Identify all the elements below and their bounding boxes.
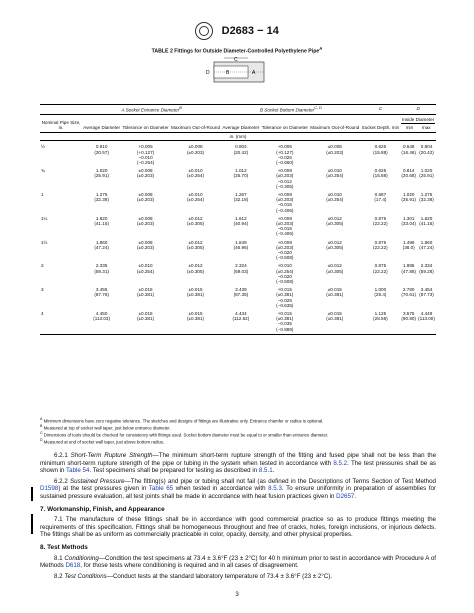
paragraph-8-1: 8.1 Conditioning—Condition the test specimens at 73.4 ± 3.6°F (23 ± 2°C) for 40 h minimum prior to test in accordance with Procedure A of Methods D618, for those tests where conditioning is required and in all cases of disagreement. — [40, 554, 436, 570]
units-row: in. (mm) — [40, 133, 436, 141]
footnote: $^B$ Measured at top of socket wall taper, just below entrance diameter. — [40, 424, 171, 431]
col-b-avg: Average Diameter — [222, 124, 260, 130]
footnote: $^A$ Minimum dimensions have zero negative tolerance. The sketches and designs of fittings are illustrative only. Entrance chamfer or radius is optional. — [40, 417, 324, 424]
cell-d-max: 3.454 (87.73) — [419, 287, 434, 298]
cell-d-max: 1.860 (47.24) — [419, 239, 434, 250]
footnote: $^C$ Dimensions of tools should be checked for consistency with fittings used. Socket bottom diameter must be equal to or smaller than entrance diameter. — [40, 431, 329, 438]
cell-c: 1.125 (28.58) — [361, 308, 401, 334]
cell-c: 0.625 (15.88) — [373, 144, 388, 155]
link-8-5-3[interactable]: 8.5.3 — [268, 485, 282, 493]
cell-a-avg: 3.455 (87.76) — [94, 287, 109, 298]
group-c-header: C — [361, 105, 401, 115]
col-a-oor: Maximum Out-of-Round — [171, 124, 221, 130]
cell-d-min: 1.301 (33.04) — [401, 215, 416, 226]
cell-d-max: 0.804 (20.42) — [419, 144, 434, 155]
cell-a-tol: ±0.010 (±0.254) — [137, 263, 155, 274]
cell-a-oor: ±0.010 (±0.254) — [187, 168, 205, 179]
link-table-6-5[interactable]: Table 65 — [148, 485, 174, 493]
table-row — [40, 308, 436, 334]
cell-size: 2 — [41, 263, 44, 269]
diagram-label-d: D — [206, 70, 210, 76]
cell-b-tol: +0.015 (±0.381) −0.025 (−0.635) — [276, 287, 294, 308]
col-d-inside: Inside Diameter min max — [402, 116, 435, 130]
cell-d-min: 1.885 (47.88) — [401, 263, 416, 274]
cell-b-avg: 0.804 (20.42) — [233, 144, 249, 155]
cell-b-avg: 1.267 (32.18) — [233, 191, 249, 203]
group-a-header: A Socket Entrance Diameter$^B$ — [82, 105, 221, 115]
cell-a-oor: ±0.015 (±0.381) — [187, 287, 205, 298]
cell-a-oor: ±0.010 (±0.254) — [187, 191, 205, 203]
change-bar — [31, 487, 33, 501]
paragraph-7-1: 7.1 The manufacture of these fittings shall be in accordance with good commercial practice so as to produce fittings meeting the requirements of this specification. Fittings shall be homogeneous throughout and free of cracks, holes, foreign inclusions, or injurious defects. The fittings shall be as uniform as commercially practicable in color, opacity, density, and other physical properties. — [40, 516, 436, 539]
cell-c: 0.687 (17.4) — [374, 191, 387, 203]
diagram-label-a: A — [252, 70, 256, 76]
cell-size: 1½ — [41, 239, 48, 245]
cell-size: 1 — [41, 191, 44, 197]
table-row — [40, 141, 436, 165]
section-7-heading: 7. Workmanship, Finish, and Appearance — [40, 505, 165, 513]
cell-d-min: 0.648 (16.46) — [401, 144, 416, 155]
page-number: 3 — [235, 592, 239, 598]
paragraph-6-2-1: 6.2.1 Short-Term Rupture Strength—The minimum short-term rupture strength of the fitting and fused pipe shall not be less than the minimum short-term rupture strength of the pipe or tubing in the system when tested in accordance with 8.5.2. The test pressures shall be as shown in Table 54. Test specimens shall be prepared for testing as described in 8.5.1. — [40, 452, 437, 475]
cell-a-tol: +0.005 (+0.127) −0.010 (−0.254) — [136, 144, 155, 165]
body-text — [40, 452, 436, 583]
cell-size: 3 — [41, 287, 44, 293]
link-8-5-2[interactable]: 8.5.2 — [333, 459, 348, 467]
cell-a-tol: ±0.015 (±0.381) — [121, 308, 170, 334]
cell-b-oor: ±0.012 (±0.305) — [326, 239, 344, 250]
cell-b-avg: 4.434 (112.62) — [221, 308, 260, 334]
table-row — [40, 260, 436, 284]
cell-d-max: 1.620 (41.15) — [419, 215, 434, 226]
table-title: TABLE 2 Fittings for Outside Diameter-Controlled Polyethylene Pipe$^A$ — [151, 46, 323, 55]
col-a-avg: Average Diameter — [83, 124, 121, 130]
cell-b-avg: 3.439 (87.35) — [233, 287, 249, 298]
link-d1598[interactable]: D1598 — [40, 485, 59, 493]
cell-size: ¾ — [41, 168, 45, 174]
table-row — [40, 189, 436, 213]
col-d-max: max — [421, 124, 431, 130]
cell-b-tol: +0.005 (+0.127) −0.026 (−0.660) — [276, 144, 294, 165]
cell-c: 1.000 (25.4) — [374, 287, 387, 298]
cell-d-max: 1.275 (32.38) — [419, 191, 434, 203]
cell-a-oor: ±0.008 (±0.203) — [187, 144, 205, 155]
cell-c: 0.875 (22.22) — [373, 215, 388, 226]
diagram-label-b: B — [226, 70, 230, 76]
group-b-header: B Socket Bottom Diameter$^{C, D}$ — [221, 105, 360, 115]
cell-d-min: 2.780 (70.61) — [401, 287, 416, 298]
cell-a-avg: 1.275 (32.38) — [94, 191, 109, 203]
cell-d-min: 3.575 (90.80) — [400, 308, 417, 334]
cell-a-oor: ±0.012 (±0.305) — [187, 263, 205, 274]
cell-c: 0.875 (22.22) — [373, 239, 388, 250]
cell-d-min: 1.496 (38.0) — [402, 239, 415, 250]
page-header — [0, 22, 474, 40]
diagram-label-c: C — [234, 57, 238, 63]
section-8-heading: 8. Test Methods — [40, 543, 88, 551]
cell-b-tol: +0.015 (±0.381) −0.035 (−0.889) — [261, 308, 310, 334]
paragraph-8-2: 8.2 Test Conditions—Conduct tests at the standard laboratory temperature of 73.4 ± 3.6°F (23 ± 2°C). — [54, 572, 333, 580]
cell-b-tol: +0.008 (±0.203) −0.012 (−0.305) — [276, 168, 294, 189]
cell-a-avg: 1.860 (47.24) — [94, 239, 109, 250]
footnote: $^D$ Measured at end of socket wall taper, just above bottom radius. — [40, 438, 165, 445]
table-row — [40, 237, 436, 261]
cell-d-max: 2.334 (59.28) — [419, 263, 434, 274]
socket-fitting-diagram — [200, 56, 272, 88]
table-row — [40, 213, 436, 237]
cell-d-min: 0.814 (20.68) — [401, 168, 416, 179]
cell-a-avg: 1.620 (41.15) — [94, 215, 109, 226]
cell-b-avg: 1.612 (40.94) — [233, 215, 249, 226]
cell-b-avg: 1.849 (46.96) — [233, 239, 249, 250]
paragraph-6-2-2: 6.2.2 Sustained Pressure—The fitting(s) and pipe or tubing shall not fail (as defined in the Descriptions of Terms Section of Test Method D1598) at the test pressures given in Table 65 when tested in accordance with 8.5.3. To ensure uniformity in preparation of assemblies for sustained pressure evaluation, all test joints shall be made in accordance with heat fusion practices given in D2657. — [40, 477, 436, 500]
cell-a-tol: ±0.008 (±0.203) — [137, 239, 155, 250]
cell-a-avg: 1.020 (25.91) — [94, 168, 109, 179]
cell-b-oor: ±0.015 (±0.381) — [326, 287, 344, 298]
cell-d-max: 1.020 (25.91) — [419, 168, 434, 179]
cell-b-oor: ±0.010 (±0.254) — [326, 168, 344, 179]
cell-b-avg: 2.324 (59.03) — [233, 263, 249, 274]
change-bar — [31, 514, 33, 534]
link-table-5-4[interactable]: Table 54 — [66, 467, 90, 475]
col-b-oor: Maximum Out-of-Round — [310, 124, 360, 130]
document-id: D2683 − 14 — [221, 25, 279, 37]
cell-d-max: 4.449 (113.00) — [417, 308, 436, 334]
cell-a-tol: ±0.008 (±0.203) — [137, 215, 155, 226]
cell-a-avg: 4.450 (113.03) — [82, 308, 121, 334]
link-d2657[interactable]: D2657 — [336, 492, 355, 500]
cell-b-oor: ±0.008 (±0.203) — [326, 144, 344, 155]
cell-a-oor: ±0.015 (±0.381) — [170, 308, 221, 334]
col-c-depth: Socket Depth, min — [361, 124, 400, 130]
astm-logo-icon — [195, 22, 213, 40]
cell-b-oor: ±0.012 (±0.305) — [326, 263, 344, 274]
cell-a-avg: 0.810 (20.57) — [94, 144, 109, 155]
col-d-min: min — [405, 124, 414, 130]
cell-a-avg: 2.335 (59.31) — [94, 263, 109, 274]
cell-b-avg: 1.012 (25.70) — [233, 168, 249, 179]
cell-c: 0.625 (15.88) — [373, 168, 388, 179]
cell-d-min: 1.020 (25.91) — [401, 191, 416, 203]
col-a-tol: Tolerance on Diameter — [122, 124, 169, 130]
cell-size: 4 — [40, 308, 82, 334]
cell-b-tol: +0.008 (±0.203) −0.020 (−0.508) — [276, 239, 294, 261]
col-size: Nominal Pipe Size, in. — [41, 119, 81, 130]
cell-b-tol: +0.008 (±0.203) −0.016 (−0.406) — [276, 191, 294, 213]
cell-c: 0.875 (22.22) — [373, 263, 388, 274]
cell-size: 1¼ — [41, 215, 48, 221]
cell-b-oor: ±0.012 (±0.305) — [326, 215, 344, 226]
cell-a-tol: ±0.015 (±0.381) — [137, 287, 155, 298]
cell-size: ½ — [41, 144, 45, 150]
table-row — [40, 165, 436, 189]
cell-a-oor: ±0.012 (±0.305) — [187, 215, 205, 226]
cell-b-oor: ±0.010 (±0.254) — [326, 191, 344, 203]
cell-b-tol: +0.008 (±0.203) −0.016 (−0.406) — [276, 215, 294, 237]
cell-a-tol: ±0.008 (±0.203) — [137, 191, 155, 203]
link-d618[interactable]: D618 — [65, 562, 81, 570]
link-8-5-1[interactable]: 8.5.1 — [258, 467, 273, 475]
col-b-tol: Tolerance on Diameter — [261, 124, 308, 130]
table-footnotes — [40, 417, 436, 445]
cell-b-oor: ±0.015 (±0.381) — [309, 308, 360, 334]
cell-a-oor: ±0.012 (±0.305) — [187, 239, 205, 250]
table-row — [40, 284, 436, 308]
fittings-table — [40, 104, 436, 335]
cell-a-tol: ±0.008 (±0.203) — [137, 168, 155, 179]
cell-b-tol: +0.010 (±0.254) −0.020 (−0.508) — [276, 263, 294, 285]
group-d-header: D — [400, 105, 436, 115]
